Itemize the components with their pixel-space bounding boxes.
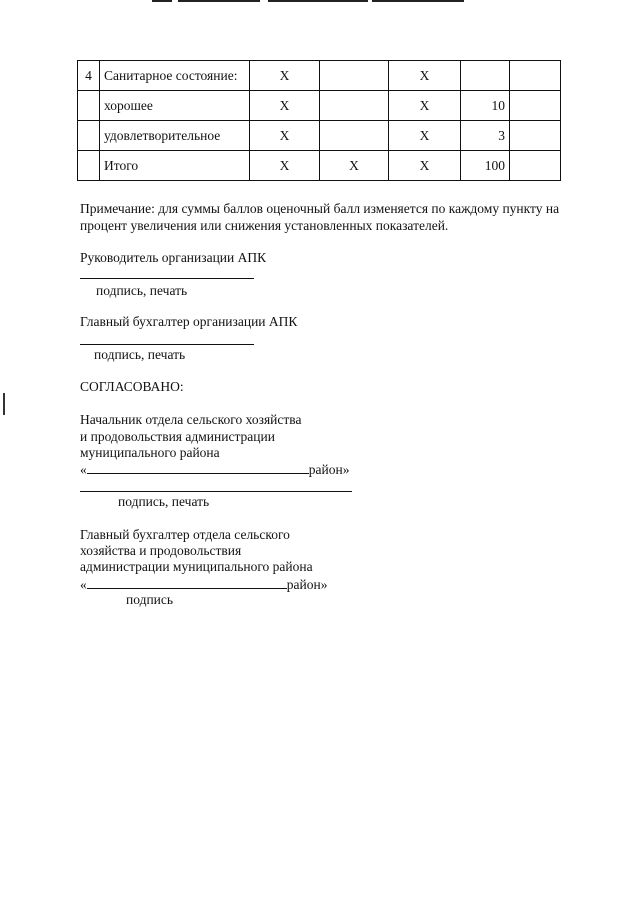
head-title: Руководитель организации АПК — [80, 250, 267, 265]
table-row — [78, 91, 561, 121]
table-cell: Х — [389, 61, 461, 91]
agreed-heading: СОГЛАСОВАНО: — [80, 379, 184, 394]
dept-accountant-line-1: Главный бухгалтер отдела сельского — [80, 527, 290, 542]
open-quote: « — [80, 462, 87, 477]
note-line-2: процент увеличения или снижения установленных показателей. — [80, 218, 449, 233]
table-cell — [510, 121, 561, 151]
top-edge-rule-1 — [152, 0, 172, 2]
table-cell — [320, 91, 389, 121]
dept-head-district-line — [80, 460, 349, 478]
table-cell: Х — [250, 121, 320, 151]
table-cell — [510, 91, 561, 121]
table-cell: 3 — [461, 121, 510, 151]
district-suffix: район» — [286, 577, 328, 592]
note-line-1: Примечание: для суммы баллов оценочный балл изменяется по каждому пункту на — [80, 201, 560, 216]
row-number — [78, 151, 100, 181]
row-label: Санитарное состояние: — [100, 61, 250, 91]
row-label: Итого — [100, 151, 250, 181]
district-blank — [87, 575, 287, 589]
table-cell: Х — [250, 151, 320, 181]
dept-head-line-3: муниципального района — [80, 445, 220, 460]
top-edge-rule-2 — [178, 0, 260, 2]
table-cell: Х — [250, 91, 320, 121]
top-edge-rule-3 — [268, 0, 368, 2]
head-signature-caption: подпись, печать — [96, 283, 188, 298]
table-cell: 10 — [461, 91, 510, 121]
table-row — [78, 61, 561, 91]
table-cell: Х — [389, 151, 461, 181]
table-cell — [461, 61, 510, 91]
table-cell — [510, 151, 561, 181]
table-cell: Х — [389, 91, 461, 121]
dept-accountant-district-line — [80, 575, 327, 593]
open-quote: « — [80, 577, 87, 592]
dept-accountant-line-2: хозяйства и продовольствия — [80, 543, 242, 558]
table-cell: Х — [389, 121, 461, 151]
table-cell: Х — [250, 61, 320, 91]
row-number — [78, 91, 100, 121]
table-cell — [510, 61, 561, 91]
table-cell: Х — [320, 151, 389, 181]
dept-head-signature-line — [80, 491, 352, 492]
table-cell — [320, 61, 389, 91]
district-blank — [87, 460, 309, 474]
dept-head-signature-caption: подпись, печать — [118, 494, 210, 509]
accountant-signature-line — [80, 344, 254, 345]
dept-accountant-signature-caption: подпись — [126, 592, 174, 607]
row-label: удовлетворительное — [100, 121, 250, 151]
dept-accountant-line-3: администрации муниципального района — [80, 559, 313, 574]
scan-artifact-mark — [3, 393, 5, 415]
accountant-title: Главный бухгалтер организации АПК — [80, 314, 298, 329]
row-number: 4 — [78, 61, 100, 91]
row-label: хорошее — [100, 91, 250, 121]
accountant-signature-caption: подпись, печать — [94, 347, 186, 362]
table-row — [78, 151, 561, 181]
score-table — [77, 60, 561, 181]
row-number — [78, 121, 100, 151]
table-cell — [320, 121, 389, 151]
top-edge-rule-4 — [372, 0, 464, 2]
table-cell: 100 — [461, 151, 510, 181]
dept-head-line-1: Начальник отдела сельского хозяйства — [80, 412, 302, 427]
head-signature-line — [80, 278, 254, 279]
district-suffix: район» — [308, 462, 350, 477]
dept-head-line-2: и продовольствия администрации — [80, 429, 275, 444]
table-row — [78, 121, 561, 151]
